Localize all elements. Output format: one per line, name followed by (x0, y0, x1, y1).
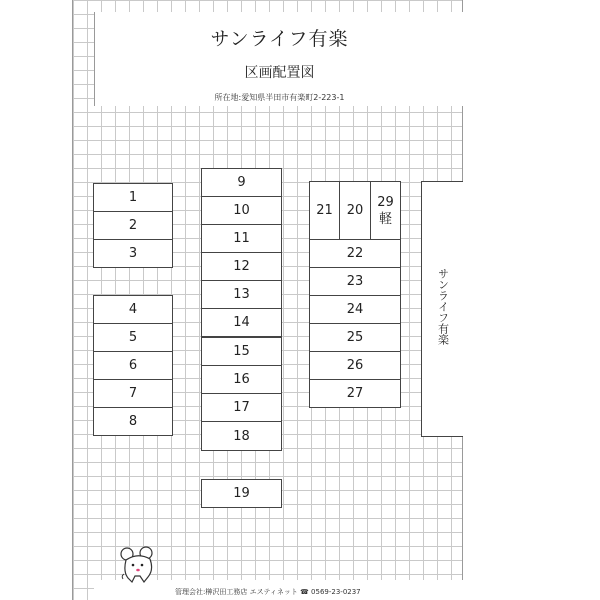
slot-number: 6 (128, 358, 138, 373)
slot-number: 3 (128, 246, 138, 261)
slot-number: 5 (128, 330, 138, 345)
slot-number: 21 (316, 203, 333, 218)
building-label: サンライフ有楽 (436, 268, 450, 345)
parking-slot-13 (201, 280, 282, 309)
slot-number: 13 (233, 287, 250, 302)
parking-slot-19 (201, 479, 282, 508)
parking-slot-9 (201, 168, 282, 197)
parking-slot-8 (93, 407, 173, 436)
parking-slot-18 (201, 421, 282, 451)
header (94, 12, 464, 106)
parking-slot-17 (201, 393, 282, 422)
slot-number: 4 (128, 302, 138, 317)
page-title: サンライフ有楽 (210, 28, 349, 50)
parking-slot-29 (370, 181, 401, 240)
slot-number: 11 (233, 231, 250, 246)
slot-number: 10 (233, 203, 250, 218)
slot-number: 18 (233, 428, 250, 444)
slot-number: 25 (346, 330, 364, 345)
parking-slot-15 (201, 337, 282, 366)
parking-slot-4 (93, 295, 173, 324)
parking-slot-5 (93, 323, 173, 352)
parking-slot-22 (309, 239, 401, 268)
slot-number: 22 (346, 246, 364, 261)
slot-number: 29 (377, 194, 394, 210)
parking-slot-11 (201, 224, 282, 253)
parking-slot-25 (309, 323, 401, 352)
parking-slot-27 (309, 379, 401, 408)
slot-number: 8 (128, 414, 138, 429)
slot-number: 9 (237, 175, 246, 190)
building (421, 181, 463, 437)
slot-number: 1 (128, 190, 138, 205)
kei-car-label: 軽 (378, 211, 392, 227)
parking-slot-3 (93, 239, 173, 268)
parking-slot-10 (201, 196, 282, 225)
page-subtitle: 区画配置図 (244, 65, 315, 81)
slot-number: 2 (128, 218, 138, 233)
parking-slot-12 (201, 252, 282, 281)
parking-slot-23 (309, 267, 401, 296)
slot-number: 26 (346, 358, 364, 373)
slot-number: 14 (233, 315, 250, 330)
slot-number: 23 (346, 274, 364, 289)
parking-slot-2 (93, 211, 173, 240)
slot-number: 17 (233, 400, 250, 415)
slot-number: 16 (233, 372, 250, 387)
slot-number: 12 (233, 259, 250, 274)
slot-number: 20 (346, 203, 364, 218)
parking-slot-14 (201, 308, 282, 337)
parking-slot-6 (93, 351, 173, 380)
parking-slot-26 (309, 351, 401, 380)
slot-number: 15 (233, 344, 250, 359)
parking-slot-24 (309, 295, 401, 324)
address: 所在地:愛知県半田市有楽町2-223-1 (214, 93, 345, 102)
slot-number: 19 (233, 486, 250, 501)
parking-slot-21 (309, 181, 340, 240)
parking-slot-7 (93, 379, 173, 408)
slot-number: 7 (128, 386, 138, 401)
parking-slot-1 (93, 183, 173, 212)
parking-slot-20 (339, 181, 371, 240)
parking-slot-16 (201, 365, 282, 394)
management-company: 管理会社:榊沢田工務店 エスティネット ☎ 0569-23-0237 (175, 588, 361, 596)
mouse-mascot-icon (118, 546, 158, 584)
slot-number: 27 (346, 386, 364, 401)
slot-number: 24 (346, 302, 364, 317)
